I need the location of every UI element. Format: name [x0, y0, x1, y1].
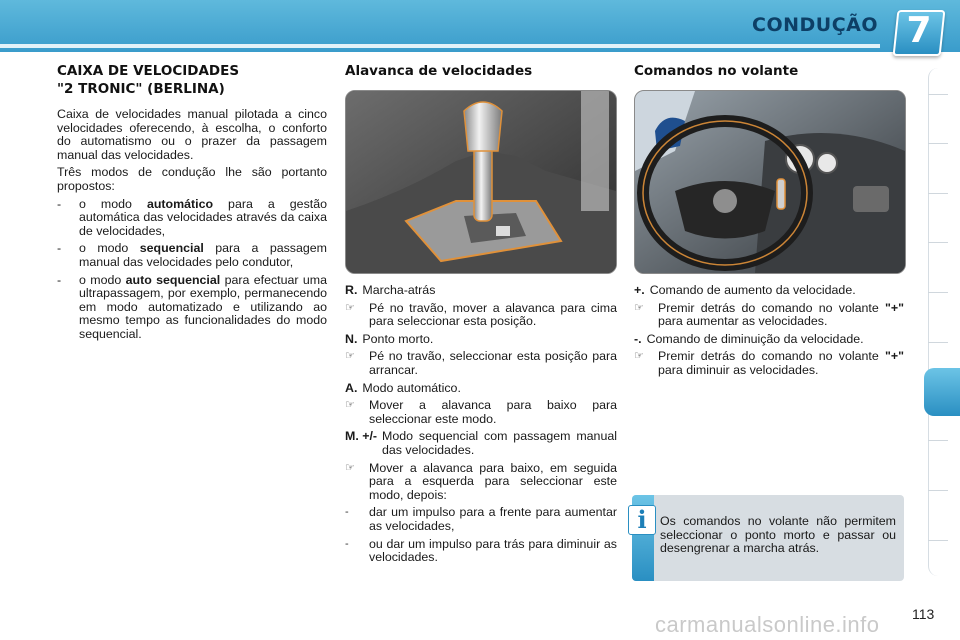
chapter-title: CONDUÇÃO	[752, 14, 878, 36]
tab-divider	[928, 292, 948, 293]
control-row	[634, 350, 904, 377]
row-text: Mover a alavanca para baixo, em seguida para a esquerda para seleccionar este modo, depois:	[369, 460, 617, 502]
info-text: Os comandos no volante não permitem seleccionar o ponto morto e passar ou desengrenar a marcha atrás.	[660, 514, 896, 556]
section-title	[57, 62, 327, 98]
row-text: Ponto morto.	[362, 331, 434, 346]
row-text: Pé no travão, mover a alavanca para cima para seleccionar esta posição.	[369, 300, 617, 329]
pointing-hand-icon: ☞	[345, 301, 355, 314]
row-text: Premir detrás do comando no volante "+" para aumentar as velocidades.	[658, 300, 904, 329]
control-row	[634, 333, 904, 347]
control-key: +.	[634, 283, 645, 297]
row-text: Comando de diminuição da velocidade.	[646, 331, 864, 346]
lever-row	[345, 333, 617, 347]
lever-row	[345, 462, 617, 503]
page-number: 113	[912, 606, 935, 622]
lever-row	[345, 399, 617, 426]
dash-bullet: -	[57, 241, 62, 256]
tab-divider	[928, 242, 948, 243]
pointing-hand-icon: ☞	[634, 350, 644, 363]
dash-bullet: -	[345, 537, 349, 550]
pointing-hand-icon: ☞	[345, 461, 355, 474]
lever-row	[345, 284, 617, 298]
modes-intro: Três modos de condução lhe são portanto propostos:	[57, 165, 327, 193]
list-item-text: o modo auto sequencial para efectuar uma ultrapassagem, por exemplo, permanecendo em modo automatizado e utilizando ao mesmo tempo as funcionalidades do modo sequencial.	[79, 272, 327, 341]
gear-lever-photo	[345, 90, 617, 274]
row-text: Mover a alavanca para baixo para seleccionar este modo.	[369, 398, 617, 426]
lever-row	[345, 506, 617, 533]
lever-row	[345, 302, 617, 329]
tab-divider	[928, 193, 948, 194]
list-item	[57, 242, 327, 269]
steering-wheel-photo	[634, 90, 906, 274]
row-text: Modo sequencial com passagem manual das velocidades.	[382, 429, 617, 457]
lever-row	[345, 382, 617, 396]
tab-divider	[928, 143, 948, 144]
list-item-text: o modo sequencial para a passagem manual das velocidades pelo condutor,	[79, 241, 327, 269]
row-text: Premir detrás do comando no volante "+" para diminuir as velocidades.	[658, 349, 904, 377]
pointing-hand-icon: ☞	[345, 399, 355, 412]
section-title-line2: "2 TRONIC" (BERLINA)	[57, 81, 225, 97]
list-item	[57, 274, 327, 342]
column-steering-controls	[634, 58, 904, 382]
row-text: Modo automático.	[362, 380, 461, 395]
chapter-number: 7	[906, 10, 932, 51]
tab-divider	[928, 540, 948, 541]
pointing-hand-icon: ☞	[634, 301, 644, 314]
section-title: Comandos no volante	[634, 63, 799, 79]
row-text: Marcha-atrás	[362, 283, 436, 297]
intro-paragraph: Caixa de velocidades manual pilotada a cinco velocidades oferecendo, à escolha, o conforto do automatismo ou o prazer da passagem manual das velocidades.	[57, 107, 327, 162]
tab-divider	[928, 342, 948, 343]
watermark: carmanualsonline.info	[655, 612, 880, 637]
row-text: Comando de aumento da velocidade.	[649, 283, 856, 297]
list-item	[57, 198, 327, 239]
list-item-text: o modo automático para a gestão automática das velocidades através da caixa de velocidades,	[79, 196, 327, 238]
lever-row	[345, 350, 617, 377]
info-icon: i	[628, 505, 656, 535]
dash-bullet: -	[57, 272, 62, 287]
lever-row	[345, 538, 617, 565]
row-text: ou dar um impulso para trás para diminuir as velocidades.	[369, 536, 617, 565]
chapter-tab-active[interactable]	[924, 368, 960, 416]
chapter-tabs	[928, 68, 951, 576]
tab-divider	[928, 490, 948, 491]
position-key: R.	[345, 283, 358, 297]
control-key: -.	[634, 331, 642, 346]
column-gearbox-intro	[57, 58, 327, 346]
control-row	[634, 302, 904, 329]
position-key: A.	[345, 380, 358, 395]
row-text: dar um impulso para a frente para aumentar as velocidades,	[369, 505, 617, 533]
lever-row	[345, 430, 617, 457]
row-text: Pé no travão, seleccionar esta posição para arrancar.	[369, 349, 617, 377]
position-key: N.	[345, 331, 358, 346]
dash-bullet: -	[57, 196, 62, 211]
pointing-hand-icon: ☞	[345, 350, 355, 363]
steering-wheel-illustration	[635, 91, 905, 273]
tab-divider	[928, 440, 948, 441]
gear-lever-illustration	[346, 91, 616, 273]
section-title-line1: CAIXA DE VELOCIDADES	[57, 63, 240, 79]
control-row	[634, 284, 904, 298]
column-gear-lever	[345, 58, 617, 569]
dash-bullet: -	[345, 506, 349, 519]
section-title: Alavanca de velocidades	[345, 63, 533, 79]
tab-divider	[928, 94, 948, 95]
position-key: M. +/-	[345, 429, 378, 444]
header-stripe	[0, 44, 880, 48]
